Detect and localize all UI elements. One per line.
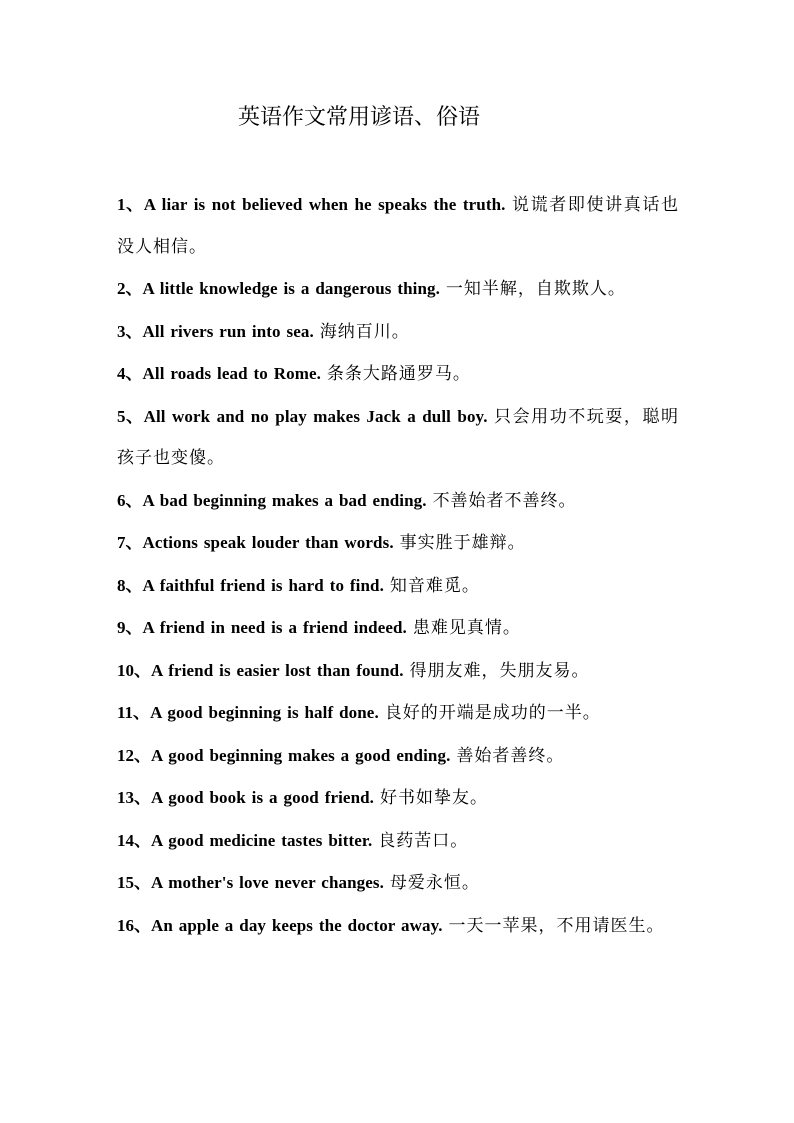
list-item — [117, 735, 679, 778]
entry-number: 6、 — [117, 490, 143, 510]
entry-chinese: 一天一苹果，不用请医生。 — [448, 915, 665, 936]
entry-chinese: 知音难觅。 — [389, 575, 480, 596]
entry-number: 14、 — [117, 830, 151, 850]
entry-english: A friend is easier lost than found. — [151, 660, 404, 680]
list-item — [117, 692, 679, 735]
entry-number: 11、 — [117, 703, 151, 722]
entry-chinese: 事实胜于雄辩。 — [399, 533, 526, 553]
proverb-list — [117, 184, 679, 947]
entry-english: A good beginning makes a good ending. — [151, 745, 451, 765]
entry-english: All rivers run into sea. — [142, 321, 314, 341]
entry-number: 15、 — [117, 873, 151, 892]
entry-number: 8、 — [117, 575, 143, 595]
entry-chinese: 良药苦口。 — [378, 830, 469, 851]
entry-number: 3、 — [117, 321, 143, 341]
entry-english: An apple a day keeps the doctor away. — [151, 915, 443, 935]
entry-number: 7、 — [117, 533, 143, 552]
entry-chinese: 善始者善终。 — [456, 745, 565, 766]
entry-chinese: 不善始者不善终。 — [432, 490, 577, 511]
entry-chinese: 得朋友难，失朋友易。 — [409, 660, 590, 681]
entry-english: A good medicine tastes bitter. — [151, 830, 373, 850]
entry-number: 10、 — [117, 660, 151, 680]
list-item — [117, 565, 679, 608]
entry-chinese: 海纳百川。 — [319, 321, 410, 342]
entry-chinese: 母爱永恒。 — [389, 873, 480, 893]
entry-chinese: 好书如挚友。 — [379, 788, 488, 808]
list-item — [117, 820, 679, 863]
entry-number: 4、 — [117, 364, 143, 383]
list-item — [117, 862, 679, 905]
entry-english: All work and no play makes Jack a dull boy. — [143, 406, 488, 426]
list-item — [117, 480, 679, 523]
entry-number: 12、 — [117, 745, 151, 765]
list-item — [117, 396, 679, 480]
list-item — [117, 522, 679, 565]
entry-chinese: 患难见真情。 — [412, 618, 521, 638]
entry-english: A good beginning is half done. — [150, 703, 379, 722]
entry-english: A friend in need is a friend indeed. — [142, 618, 407, 637]
list-item — [117, 777, 679, 820]
entry-english: A liar is not believed when he speaks the truth. — [143, 195, 506, 214]
entry-chinese: 良好的开端是成功的一半。 — [384, 703, 601, 723]
entry-number: 9、 — [117, 618, 143, 637]
list-item — [117, 650, 679, 693]
entry-english: A mother's love never changes. — [151, 873, 384, 892]
entry-chinese: 说谎者即使讲真话也没人相信。 — [117, 195, 680, 257]
entry-english: A faithful friend is hard to find. — [142, 575, 384, 595]
entry-chinese: 一知半解，自欺欺人。 — [445, 279, 626, 299]
entry-english: A little knowledge is a dangerous thing. — [142, 279, 440, 298]
entry-english: A bad beginning makes a bad ending. — [142, 490, 427, 510]
list-item — [117, 311, 679, 354]
entry-number: 1、 — [117, 195, 144, 214]
entry-english: All roads lead to Rome. — [142, 364, 321, 383]
list-item — [117, 184, 679, 268]
entry-number: 2、 — [117, 279, 143, 298]
list-item — [117, 905, 679, 948]
entry-number: 5、 — [117, 406, 144, 426]
entry-english: A good book is a good friend. — [151, 788, 375, 807]
list-item — [117, 607, 679, 650]
list-item — [117, 353, 679, 396]
entry-chinese: 只会用功不玩耍，聪明孩子也变傻。 — [117, 406, 680, 468]
entry-chinese: 条条大路通罗马。 — [326, 364, 471, 384]
entry-number: 16、 — [117, 915, 151, 935]
entry-english: Actions speak louder than words. — [142, 533, 394, 552]
page-title: 英语作文常用谚语、俗语 — [238, 105, 481, 130]
list-item — [117, 268, 679, 311]
entry-number: 13、 — [117, 788, 151, 807]
